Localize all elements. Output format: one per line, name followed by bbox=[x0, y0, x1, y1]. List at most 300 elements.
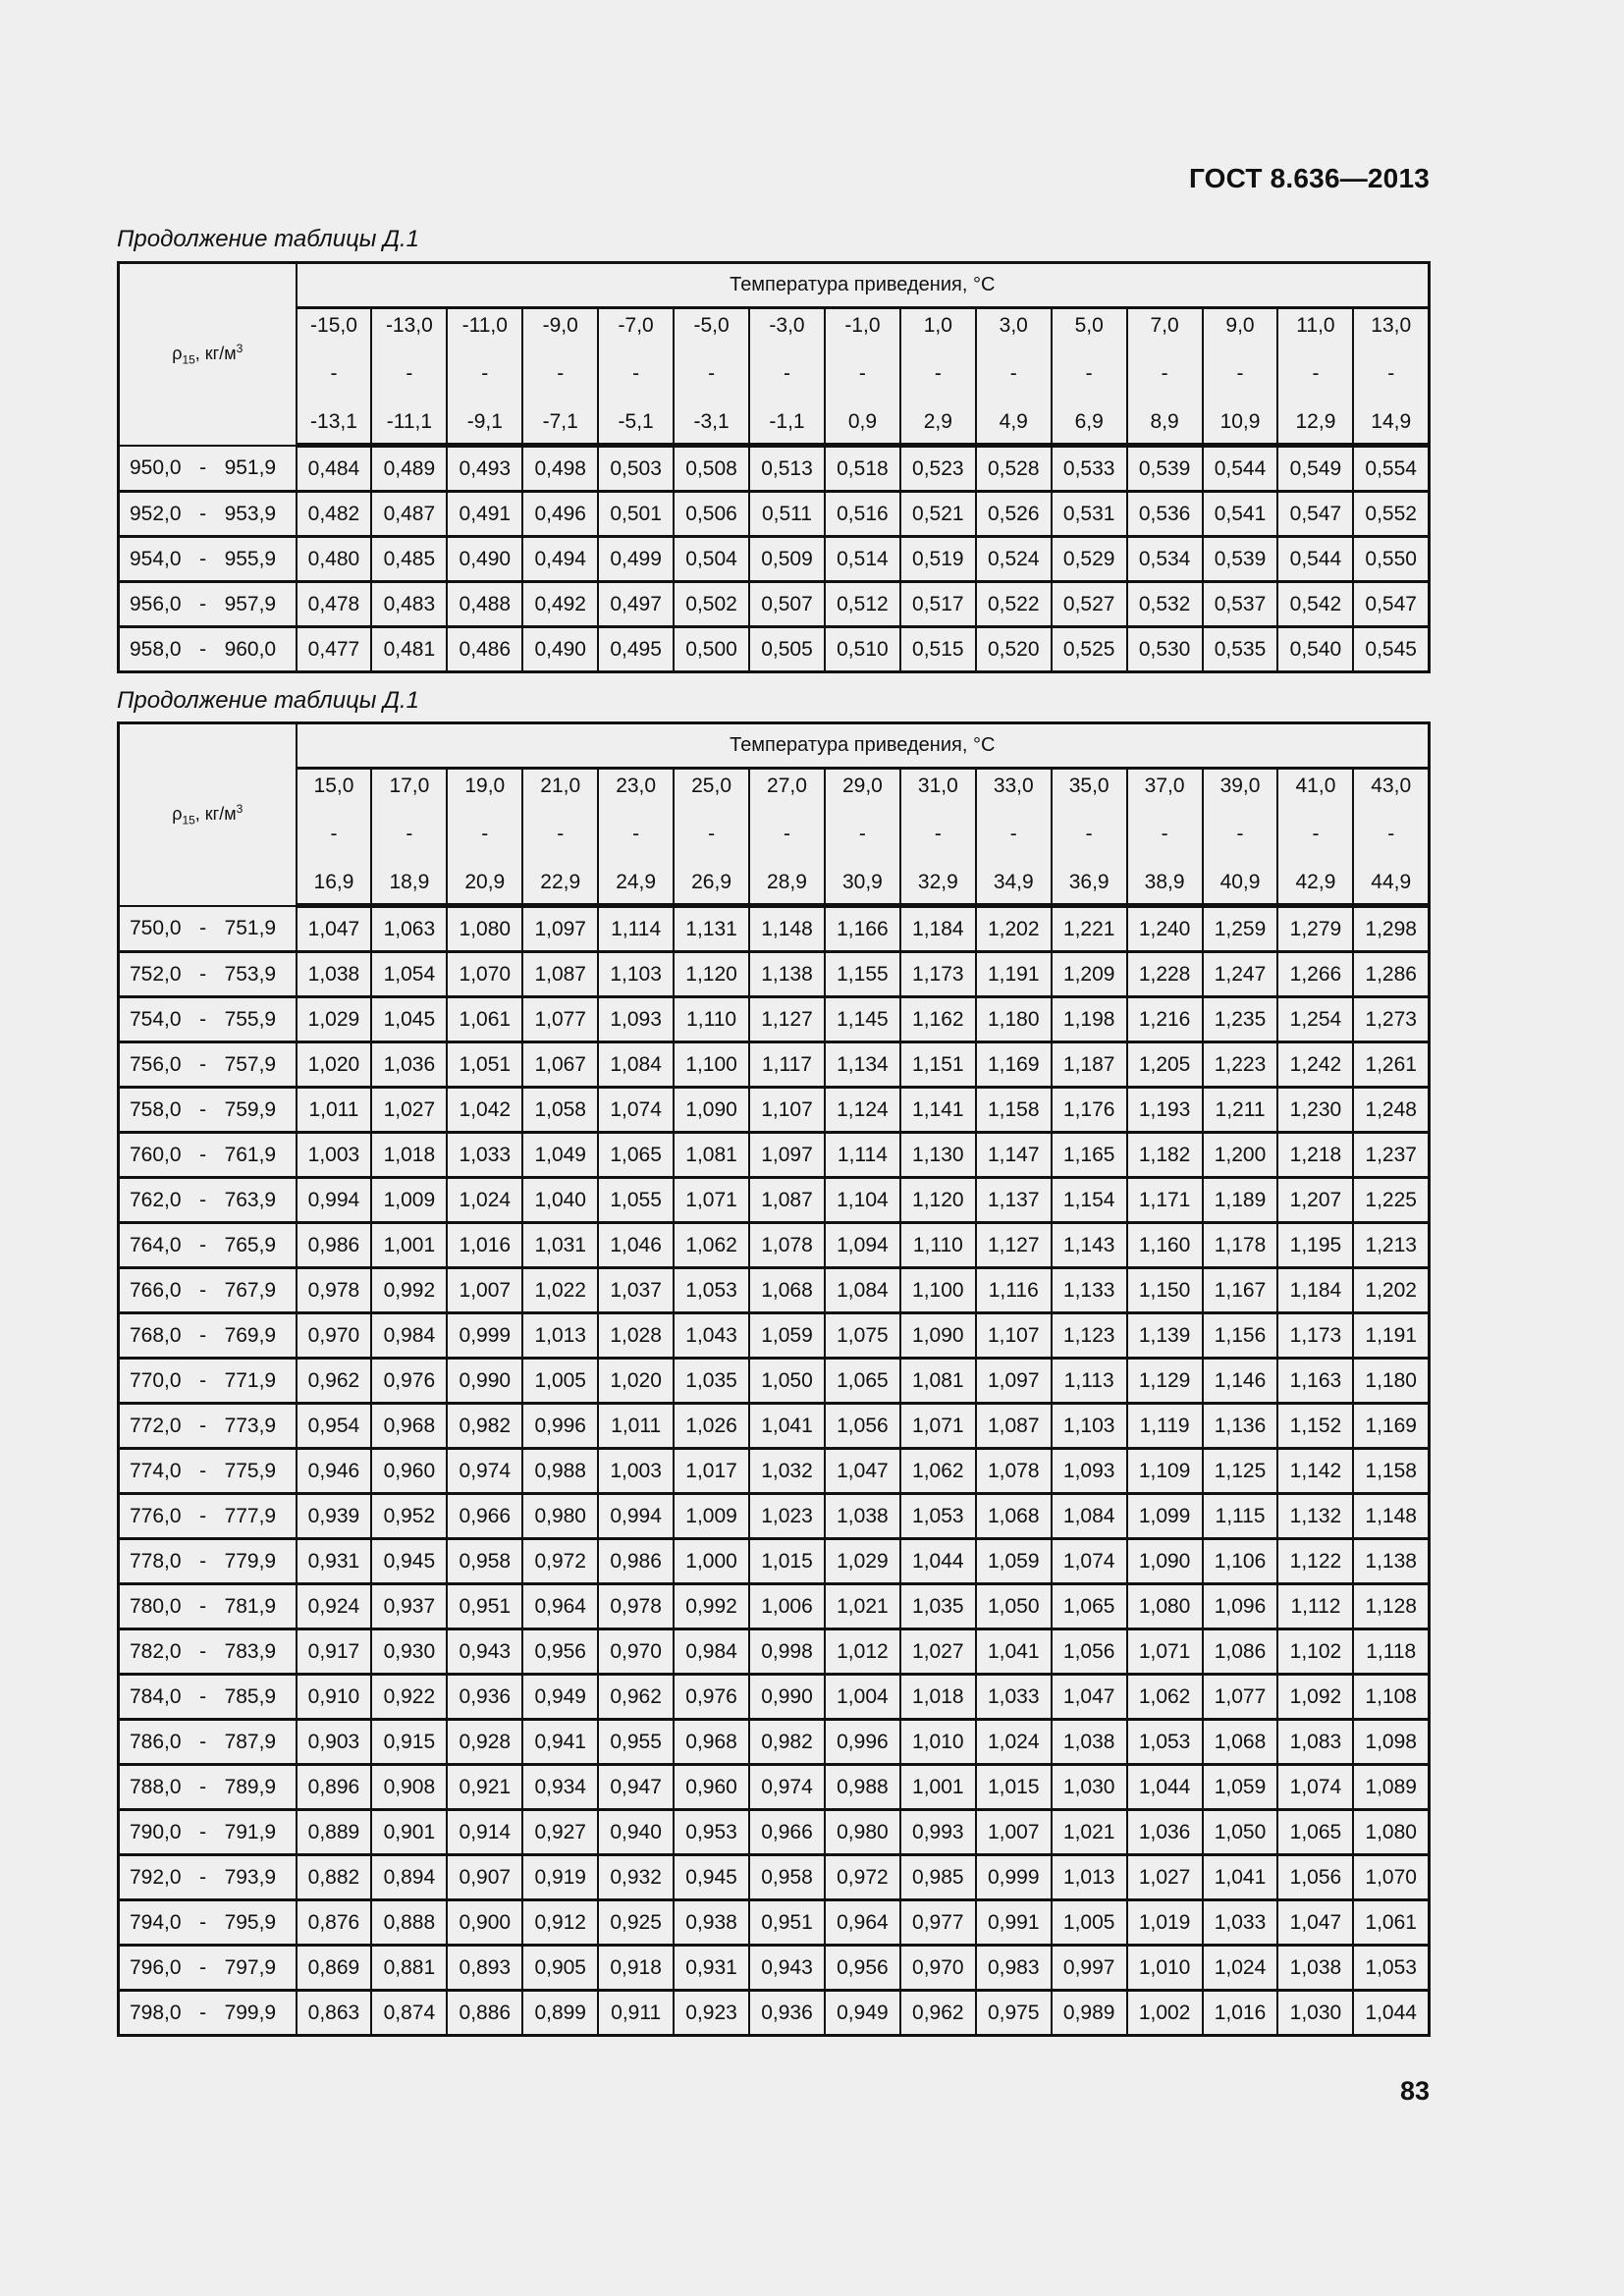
range-separator: - bbox=[934, 823, 942, 845]
temperature-range bbox=[1128, 309, 1202, 435]
value-cell: 1,041 bbox=[976, 1629, 1052, 1675]
value-cell: 0,905 bbox=[522, 1946, 598, 1991]
value-cell: 1,018 bbox=[900, 1675, 976, 1720]
value-cell: 1,065 bbox=[1052, 1584, 1127, 1629]
range-from: 23,0 bbox=[616, 774, 657, 797]
value-cell: 1,038 bbox=[825, 1494, 900, 1539]
value-cell: 0,932 bbox=[598, 1855, 674, 1900]
value-cell: 0,999 bbox=[976, 1855, 1052, 1900]
temperature-range-header bbox=[447, 769, 522, 906]
value-cell: 0,893 bbox=[447, 1946, 522, 1991]
value-cell: 0,952 bbox=[371, 1494, 447, 1539]
range-from: 7,0 bbox=[1150, 314, 1179, 337]
density-from: 952,0 bbox=[130, 502, 182, 525]
density-range-cell bbox=[119, 1178, 297, 1223]
value-cell: 0,918 bbox=[598, 1946, 674, 1991]
density-from: 796,0 bbox=[130, 1955, 182, 1979]
range-to: 24,9 bbox=[616, 871, 657, 893]
value-cell: 1,042 bbox=[447, 1088, 522, 1133]
value-cell: 1,077 bbox=[1203, 1675, 1278, 1720]
value-cell: 0,522 bbox=[976, 582, 1052, 627]
range-separator: - bbox=[1312, 362, 1320, 385]
value-cell: 0,517 bbox=[900, 582, 976, 627]
density-range-cell bbox=[119, 1946, 297, 1991]
temperature-range bbox=[523, 309, 597, 435]
density-range-cell bbox=[119, 1133, 297, 1178]
value-cell: 1,112 bbox=[1277, 1584, 1353, 1629]
value-cell: 0,901 bbox=[371, 1810, 447, 1855]
value-cell: 1,162 bbox=[900, 997, 976, 1042]
value-cell: 1,043 bbox=[674, 1313, 749, 1359]
density-range-cell bbox=[119, 537, 297, 582]
value-cell: 0,544 bbox=[1203, 446, 1278, 492]
table-row bbox=[119, 1991, 1430, 2036]
density-range-cell bbox=[119, 1765, 297, 1810]
value-cell: 1,029 bbox=[297, 997, 372, 1042]
value-cell: 0,505 bbox=[749, 627, 825, 672]
range-separator: - bbox=[1312, 823, 1320, 845]
density-from: 766,0 bbox=[130, 1278, 182, 1302]
value-cell: 1,202 bbox=[976, 906, 1052, 952]
value-cell: 1,099 bbox=[1127, 1494, 1203, 1539]
value-cell: 1,200 bbox=[1203, 1133, 1278, 1178]
density-from: 768,0 bbox=[130, 1323, 182, 1347]
value-cell: 0,907 bbox=[447, 1855, 522, 1900]
value-cell: 0,521 bbox=[900, 492, 976, 537]
value-cell: 0,484 bbox=[297, 446, 372, 492]
table-row bbox=[119, 1313, 1430, 1359]
density-unit: , кг/м bbox=[194, 803, 237, 824]
value-cell: 0,911 bbox=[598, 1991, 674, 2036]
value-cell: 0,919 bbox=[522, 1855, 598, 1900]
density-from: 784,0 bbox=[130, 1684, 182, 1708]
value-cell: 0,525 bbox=[1052, 627, 1127, 672]
value-cell: 0,972 bbox=[825, 1855, 900, 1900]
range-to: 14,9 bbox=[1371, 410, 1412, 433]
value-cell: 0,983 bbox=[976, 1946, 1052, 1991]
value-cell: 1,120 bbox=[900, 1178, 976, 1223]
value-cell: 1,062 bbox=[900, 1449, 976, 1494]
density-separator: - bbox=[199, 1639, 207, 1663]
value-cell: 1,100 bbox=[674, 1042, 749, 1088]
value-cell: 0,951 bbox=[447, 1584, 522, 1629]
range-from: 3,0 bbox=[999, 314, 1028, 337]
range-to: 22,9 bbox=[540, 871, 581, 893]
range-to: 28,9 bbox=[767, 871, 807, 893]
range-to: 34,9 bbox=[993, 871, 1034, 893]
range-to: 2,9 bbox=[923, 410, 952, 433]
value-cell: 1,026 bbox=[674, 1404, 749, 1449]
value-cell: 0,970 bbox=[900, 1946, 976, 1991]
temperature-range-header bbox=[598, 769, 674, 906]
density-range-cell bbox=[119, 1810, 297, 1855]
density-unit-exponent: 3 bbox=[236, 341, 244, 355]
temperature-range bbox=[826, 309, 899, 435]
range-from: 27,0 bbox=[767, 774, 807, 797]
value-cell: 0,497 bbox=[598, 582, 674, 627]
value-cell: 1,030 bbox=[1052, 1765, 1127, 1810]
value-cell: 1,065 bbox=[825, 1359, 900, 1404]
range-to: 30,9 bbox=[841, 871, 883, 893]
value-cell: 1,180 bbox=[1353, 1359, 1429, 1404]
temperature-range bbox=[1053, 770, 1126, 895]
temperature-range-header bbox=[447, 308, 522, 446]
value-cell: 1,053 bbox=[1353, 1946, 1429, 1991]
density-range-cell bbox=[119, 906, 297, 952]
value-cell: 1,097 bbox=[522, 906, 598, 952]
value-cell: 1,119 bbox=[1127, 1404, 1203, 1449]
value-cell: 1,166 bbox=[825, 906, 900, 952]
value-cell: 1,071 bbox=[1127, 1629, 1203, 1675]
value-cell: 1,050 bbox=[1203, 1810, 1278, 1855]
density-separator: - bbox=[199, 1052, 207, 1076]
value-cell: 1,109 bbox=[1127, 1449, 1203, 1494]
density-to: 789,9 bbox=[224, 1775, 277, 1798]
conversion-table-1 bbox=[117, 261, 1431, 673]
density-to: 791,9 bbox=[224, 1820, 277, 1843]
density-to: 795,9 bbox=[224, 1910, 277, 1934]
temperature-header: Температура приведения, °С bbox=[297, 263, 1430, 308]
density-unit: , кг/м bbox=[194, 343, 237, 363]
value-cell: 1,055 bbox=[598, 1178, 674, 1223]
range-from: -1,0 bbox=[844, 314, 881, 337]
table-row bbox=[119, 952, 1430, 997]
value-cell: 1,015 bbox=[976, 1765, 1052, 1810]
value-cell: 1,143 bbox=[1052, 1223, 1127, 1268]
value-cell: 1,067 bbox=[522, 1042, 598, 1088]
density-separator: - bbox=[199, 1414, 207, 1437]
table-row bbox=[119, 1494, 1430, 1539]
value-cell: 1,031 bbox=[522, 1223, 598, 1268]
value-cell: 1,114 bbox=[598, 906, 674, 952]
value-cell: 1,097 bbox=[976, 1359, 1052, 1404]
range-to: 26,9 bbox=[691, 871, 731, 893]
density-range-cell bbox=[119, 582, 297, 627]
value-cell: 1,147 bbox=[976, 1133, 1052, 1178]
value-cell: 0,956 bbox=[522, 1629, 598, 1675]
value-cell: 0,523 bbox=[900, 446, 976, 492]
value-cell: 1,087 bbox=[522, 952, 598, 997]
table-row bbox=[119, 1765, 1430, 1810]
table-row bbox=[119, 1810, 1430, 1855]
value-cell: 1,118 bbox=[1353, 1629, 1429, 1675]
density-separator: - bbox=[199, 2001, 207, 2024]
density-to: 793,9 bbox=[224, 1865, 277, 1889]
value-cell: 0,487 bbox=[371, 492, 447, 537]
density-to: 799,9 bbox=[224, 2001, 277, 2024]
header-row-title bbox=[119, 263, 1430, 308]
temperature-range-header bbox=[749, 308, 825, 446]
value-cell: 1,235 bbox=[1203, 997, 1278, 1042]
range-separator: - bbox=[1009, 823, 1017, 845]
value-cell: 0,888 bbox=[371, 1900, 447, 1946]
value-cell: 0,976 bbox=[371, 1359, 447, 1404]
value-cell: 0,986 bbox=[297, 1223, 372, 1268]
density-separator: - bbox=[199, 1775, 207, 1798]
value-cell: 1,050 bbox=[749, 1359, 825, 1404]
density-range-cell bbox=[119, 1720, 297, 1765]
density-separator: - bbox=[199, 1955, 207, 1979]
range-from: 29,0 bbox=[841, 774, 883, 797]
value-cell: 0,955 bbox=[598, 1720, 674, 1765]
value-cell: 0,495 bbox=[598, 627, 674, 672]
range-separator: - bbox=[481, 362, 489, 385]
density-range-cell bbox=[119, 1359, 297, 1404]
value-cell: 0,989 bbox=[1052, 1991, 1127, 2036]
value-cell: 0,964 bbox=[522, 1584, 598, 1629]
density-to: 779,9 bbox=[224, 1549, 277, 1573]
value-cell: 0,925 bbox=[598, 1900, 674, 1946]
range-from: 11,0 bbox=[1296, 314, 1335, 337]
value-cell: 1,169 bbox=[1353, 1404, 1429, 1449]
density-from: 950,0 bbox=[130, 455, 182, 479]
range-to: 42,9 bbox=[1295, 871, 1336, 893]
range-to: 16,9 bbox=[313, 871, 354, 893]
value-cell: 0,507 bbox=[749, 582, 825, 627]
value-cell: 0,988 bbox=[522, 1449, 598, 1494]
value-cell: 0,912 bbox=[522, 1900, 598, 1946]
value-cell: 1,033 bbox=[976, 1675, 1052, 1720]
value-cell: 1,068 bbox=[749, 1268, 825, 1313]
value-cell: 0,869 bbox=[297, 1946, 372, 1991]
density-to: 771,9 bbox=[224, 1368, 277, 1392]
density-from: 758,0 bbox=[130, 1097, 182, 1121]
value-cell: 1,156 bbox=[1203, 1313, 1278, 1359]
value-cell: 0,910 bbox=[297, 1675, 372, 1720]
temperature-range-header bbox=[522, 308, 598, 446]
value-cell: 1,213 bbox=[1353, 1223, 1429, 1268]
value-cell: 0,499 bbox=[598, 537, 674, 582]
value-cell: 0,993 bbox=[900, 1810, 976, 1855]
value-cell: 1,237 bbox=[1353, 1133, 1429, 1178]
value-cell: 1,086 bbox=[1203, 1629, 1278, 1675]
value-cell: 1,041 bbox=[1203, 1855, 1278, 1900]
value-cell: 1,053 bbox=[674, 1268, 749, 1313]
value-cell: 1,049 bbox=[522, 1133, 598, 1178]
value-cell: 1,041 bbox=[749, 1404, 825, 1449]
value-cell: 0,990 bbox=[447, 1359, 522, 1404]
table-row bbox=[119, 1855, 1430, 1900]
temperature-range-header bbox=[371, 308, 447, 446]
value-cell: 1,035 bbox=[674, 1359, 749, 1404]
range-separator: - bbox=[1085, 823, 1093, 845]
value-cell: 0,954 bbox=[297, 1404, 372, 1449]
value-cell: 0,547 bbox=[1277, 492, 1353, 537]
value-cell: 0,976 bbox=[674, 1675, 749, 1720]
range-from: 25,0 bbox=[691, 774, 731, 797]
density-to: 797,9 bbox=[224, 1955, 277, 1979]
value-cell: 0,480 bbox=[297, 537, 372, 582]
density-separator: - bbox=[199, 916, 207, 939]
range-separator: - bbox=[1161, 362, 1168, 385]
density-symbol: ρ bbox=[172, 803, 183, 824]
temperature-range bbox=[1278, 770, 1352, 895]
range-to: 44,9 bbox=[1371, 871, 1412, 893]
value-cell: 0,945 bbox=[371, 1539, 447, 1584]
temperature-range bbox=[1053, 309, 1126, 435]
density-to: 759,9 bbox=[224, 1097, 277, 1121]
table-row bbox=[119, 1539, 1430, 1584]
value-cell: 0,978 bbox=[297, 1268, 372, 1313]
temperature-range-header bbox=[371, 769, 447, 906]
value-cell: 0,958 bbox=[749, 1855, 825, 1900]
density-to: 787,9 bbox=[224, 1730, 277, 1753]
value-cell: 0,923 bbox=[674, 1991, 749, 2036]
density-separator: - bbox=[199, 1820, 207, 1843]
value-cell: 0,492 bbox=[522, 582, 598, 627]
value-cell: 1,002 bbox=[1127, 1991, 1203, 2036]
density-to: 755,9 bbox=[224, 1007, 277, 1031]
value-cell: 0,542 bbox=[1277, 582, 1353, 627]
range-separator: - bbox=[708, 823, 716, 845]
temperature-range-header bbox=[825, 769, 900, 906]
value-cell: 0,936 bbox=[749, 1991, 825, 2036]
header-row-temperature-ranges bbox=[119, 308, 1430, 446]
value-cell: 1,023 bbox=[749, 1494, 825, 1539]
temperature-range bbox=[1278, 309, 1352, 435]
value-cell: 1,090 bbox=[1127, 1539, 1203, 1584]
value-cell: 0,999 bbox=[447, 1313, 522, 1359]
temperature-range-header bbox=[1277, 769, 1353, 906]
value-cell: 1,045 bbox=[371, 997, 447, 1042]
density-separator: - bbox=[199, 455, 207, 479]
density-to: 767,9 bbox=[224, 1278, 277, 1302]
value-cell: 1,035 bbox=[900, 1584, 976, 1629]
value-cell: 1,001 bbox=[900, 1765, 976, 1810]
density-separator: - bbox=[199, 1549, 207, 1573]
value-cell: 1,056 bbox=[1277, 1855, 1353, 1900]
value-cell: 0,537 bbox=[1203, 582, 1278, 627]
value-cell: 0,485 bbox=[371, 537, 447, 582]
value-cell: 0,511 bbox=[749, 492, 825, 537]
value-cell: 1,071 bbox=[674, 1178, 749, 1223]
density-range-cell bbox=[119, 1855, 297, 1900]
page-number: 83 bbox=[1400, 2076, 1431, 2106]
value-cell: 0,520 bbox=[976, 627, 1052, 672]
value-cell: 1,216 bbox=[1127, 997, 1203, 1042]
value-cell: 0,982 bbox=[749, 1720, 825, 1765]
value-cell: 0,939 bbox=[297, 1494, 372, 1539]
value-cell: 0,953 bbox=[674, 1810, 749, 1855]
table-row bbox=[119, 537, 1430, 582]
range-to: 40,9 bbox=[1219, 871, 1261, 893]
value-cell: 0,894 bbox=[371, 1855, 447, 1900]
value-cell: 1,146 bbox=[1203, 1359, 1278, 1404]
value-cell: 1,029 bbox=[825, 1539, 900, 1584]
value-cell: 0,984 bbox=[371, 1313, 447, 1359]
value-cell: 1,013 bbox=[522, 1313, 598, 1359]
value-cell: 1,104 bbox=[825, 1178, 900, 1223]
value-cell: 0,882 bbox=[297, 1855, 372, 1900]
value-cell: 1,027 bbox=[900, 1629, 976, 1675]
value-cell: 1,110 bbox=[900, 1223, 976, 1268]
value-cell: 0,501 bbox=[598, 492, 674, 537]
value-cell: 1,074 bbox=[1052, 1539, 1127, 1584]
density-from: 782,0 bbox=[130, 1639, 182, 1663]
range-from: 37,0 bbox=[1144, 774, 1185, 797]
value-cell: 0,996 bbox=[825, 1720, 900, 1765]
range-to: 8,9 bbox=[1150, 410, 1179, 433]
range-separator: - bbox=[557, 362, 565, 385]
value-cell: 0,941 bbox=[522, 1720, 598, 1765]
value-cell: 1,051 bbox=[447, 1042, 522, 1088]
temperature-range bbox=[750, 770, 824, 895]
value-cell: 0,518 bbox=[825, 446, 900, 492]
value-cell: 0,936 bbox=[447, 1675, 522, 1720]
value-cell: 0,550 bbox=[1353, 537, 1429, 582]
value-cell: 0,956 bbox=[825, 1946, 900, 1991]
value-cell: 1,047 bbox=[297, 906, 372, 952]
value-cell: 1,056 bbox=[825, 1404, 900, 1449]
value-cell: 1,286 bbox=[1353, 952, 1429, 997]
range-from: -7,0 bbox=[618, 314, 654, 337]
value-cell: 0,514 bbox=[825, 537, 900, 582]
value-cell: 1,205 bbox=[1127, 1042, 1203, 1088]
value-cell: 1,103 bbox=[1052, 1404, 1127, 1449]
temperature-range bbox=[675, 770, 748, 895]
value-cell: 1,100 bbox=[900, 1268, 976, 1313]
table-row bbox=[119, 1088, 1430, 1133]
table-row bbox=[119, 1133, 1430, 1178]
value-cell: 1,097 bbox=[749, 1133, 825, 1178]
density-from: 756,0 bbox=[130, 1052, 182, 1076]
value-cell: 1,132 bbox=[1277, 1494, 1353, 1539]
density-separator: - bbox=[199, 1323, 207, 1347]
value-cell: 1,009 bbox=[674, 1494, 749, 1539]
conversion-table-2 bbox=[117, 721, 1431, 2037]
density-from: 752,0 bbox=[130, 962, 182, 986]
density-separator: - bbox=[199, 1865, 207, 1889]
value-cell: 1,195 bbox=[1277, 1223, 1353, 1268]
density-from: 798,0 bbox=[130, 2001, 182, 2024]
value-cell: 1,116 bbox=[976, 1268, 1052, 1313]
range-to: -5,1 bbox=[618, 410, 654, 433]
value-cell: 0,534 bbox=[1127, 537, 1203, 582]
range-to: -3,1 bbox=[693, 410, 730, 433]
value-cell: 1,038 bbox=[1052, 1720, 1127, 1765]
density-range-cell bbox=[119, 1494, 297, 1539]
value-cell: 1,254 bbox=[1277, 997, 1353, 1042]
density-from: 778,0 bbox=[130, 1549, 182, 1573]
density-from: 958,0 bbox=[130, 637, 182, 661]
value-cell: 0,491 bbox=[447, 492, 522, 537]
value-cell: 0,512 bbox=[825, 582, 900, 627]
density-to: 751,9 bbox=[224, 916, 277, 939]
value-cell: 1,009 bbox=[371, 1178, 447, 1223]
value-cell: 0,992 bbox=[674, 1584, 749, 1629]
table-row bbox=[119, 997, 1430, 1042]
density-range-cell bbox=[119, 1629, 297, 1675]
table-row bbox=[119, 582, 1430, 627]
table-caption: Продолжение таблицы Д.1 bbox=[117, 226, 420, 252]
value-cell: 1,053 bbox=[1127, 1720, 1203, 1765]
density-from: 760,0 bbox=[130, 1143, 182, 1166]
value-cell: 1,054 bbox=[371, 952, 447, 997]
range-from: 41,0 bbox=[1295, 774, 1336, 797]
value-cell: 1,176 bbox=[1052, 1088, 1127, 1133]
range-separator: - bbox=[1387, 823, 1395, 845]
range-separator: - bbox=[632, 362, 640, 385]
value-cell: 0,490 bbox=[447, 537, 522, 582]
value-cell: 1,225 bbox=[1353, 1178, 1429, 1223]
value-cell: 0,531 bbox=[1052, 492, 1127, 537]
value-cell: 1,071 bbox=[900, 1404, 976, 1449]
value-cell: 1,037 bbox=[598, 1268, 674, 1313]
value-cell: 1,020 bbox=[598, 1359, 674, 1404]
value-cell: 0,937 bbox=[371, 1584, 447, 1629]
density-range-cell bbox=[119, 1675, 297, 1720]
value-cell: 1,022 bbox=[522, 1268, 598, 1313]
